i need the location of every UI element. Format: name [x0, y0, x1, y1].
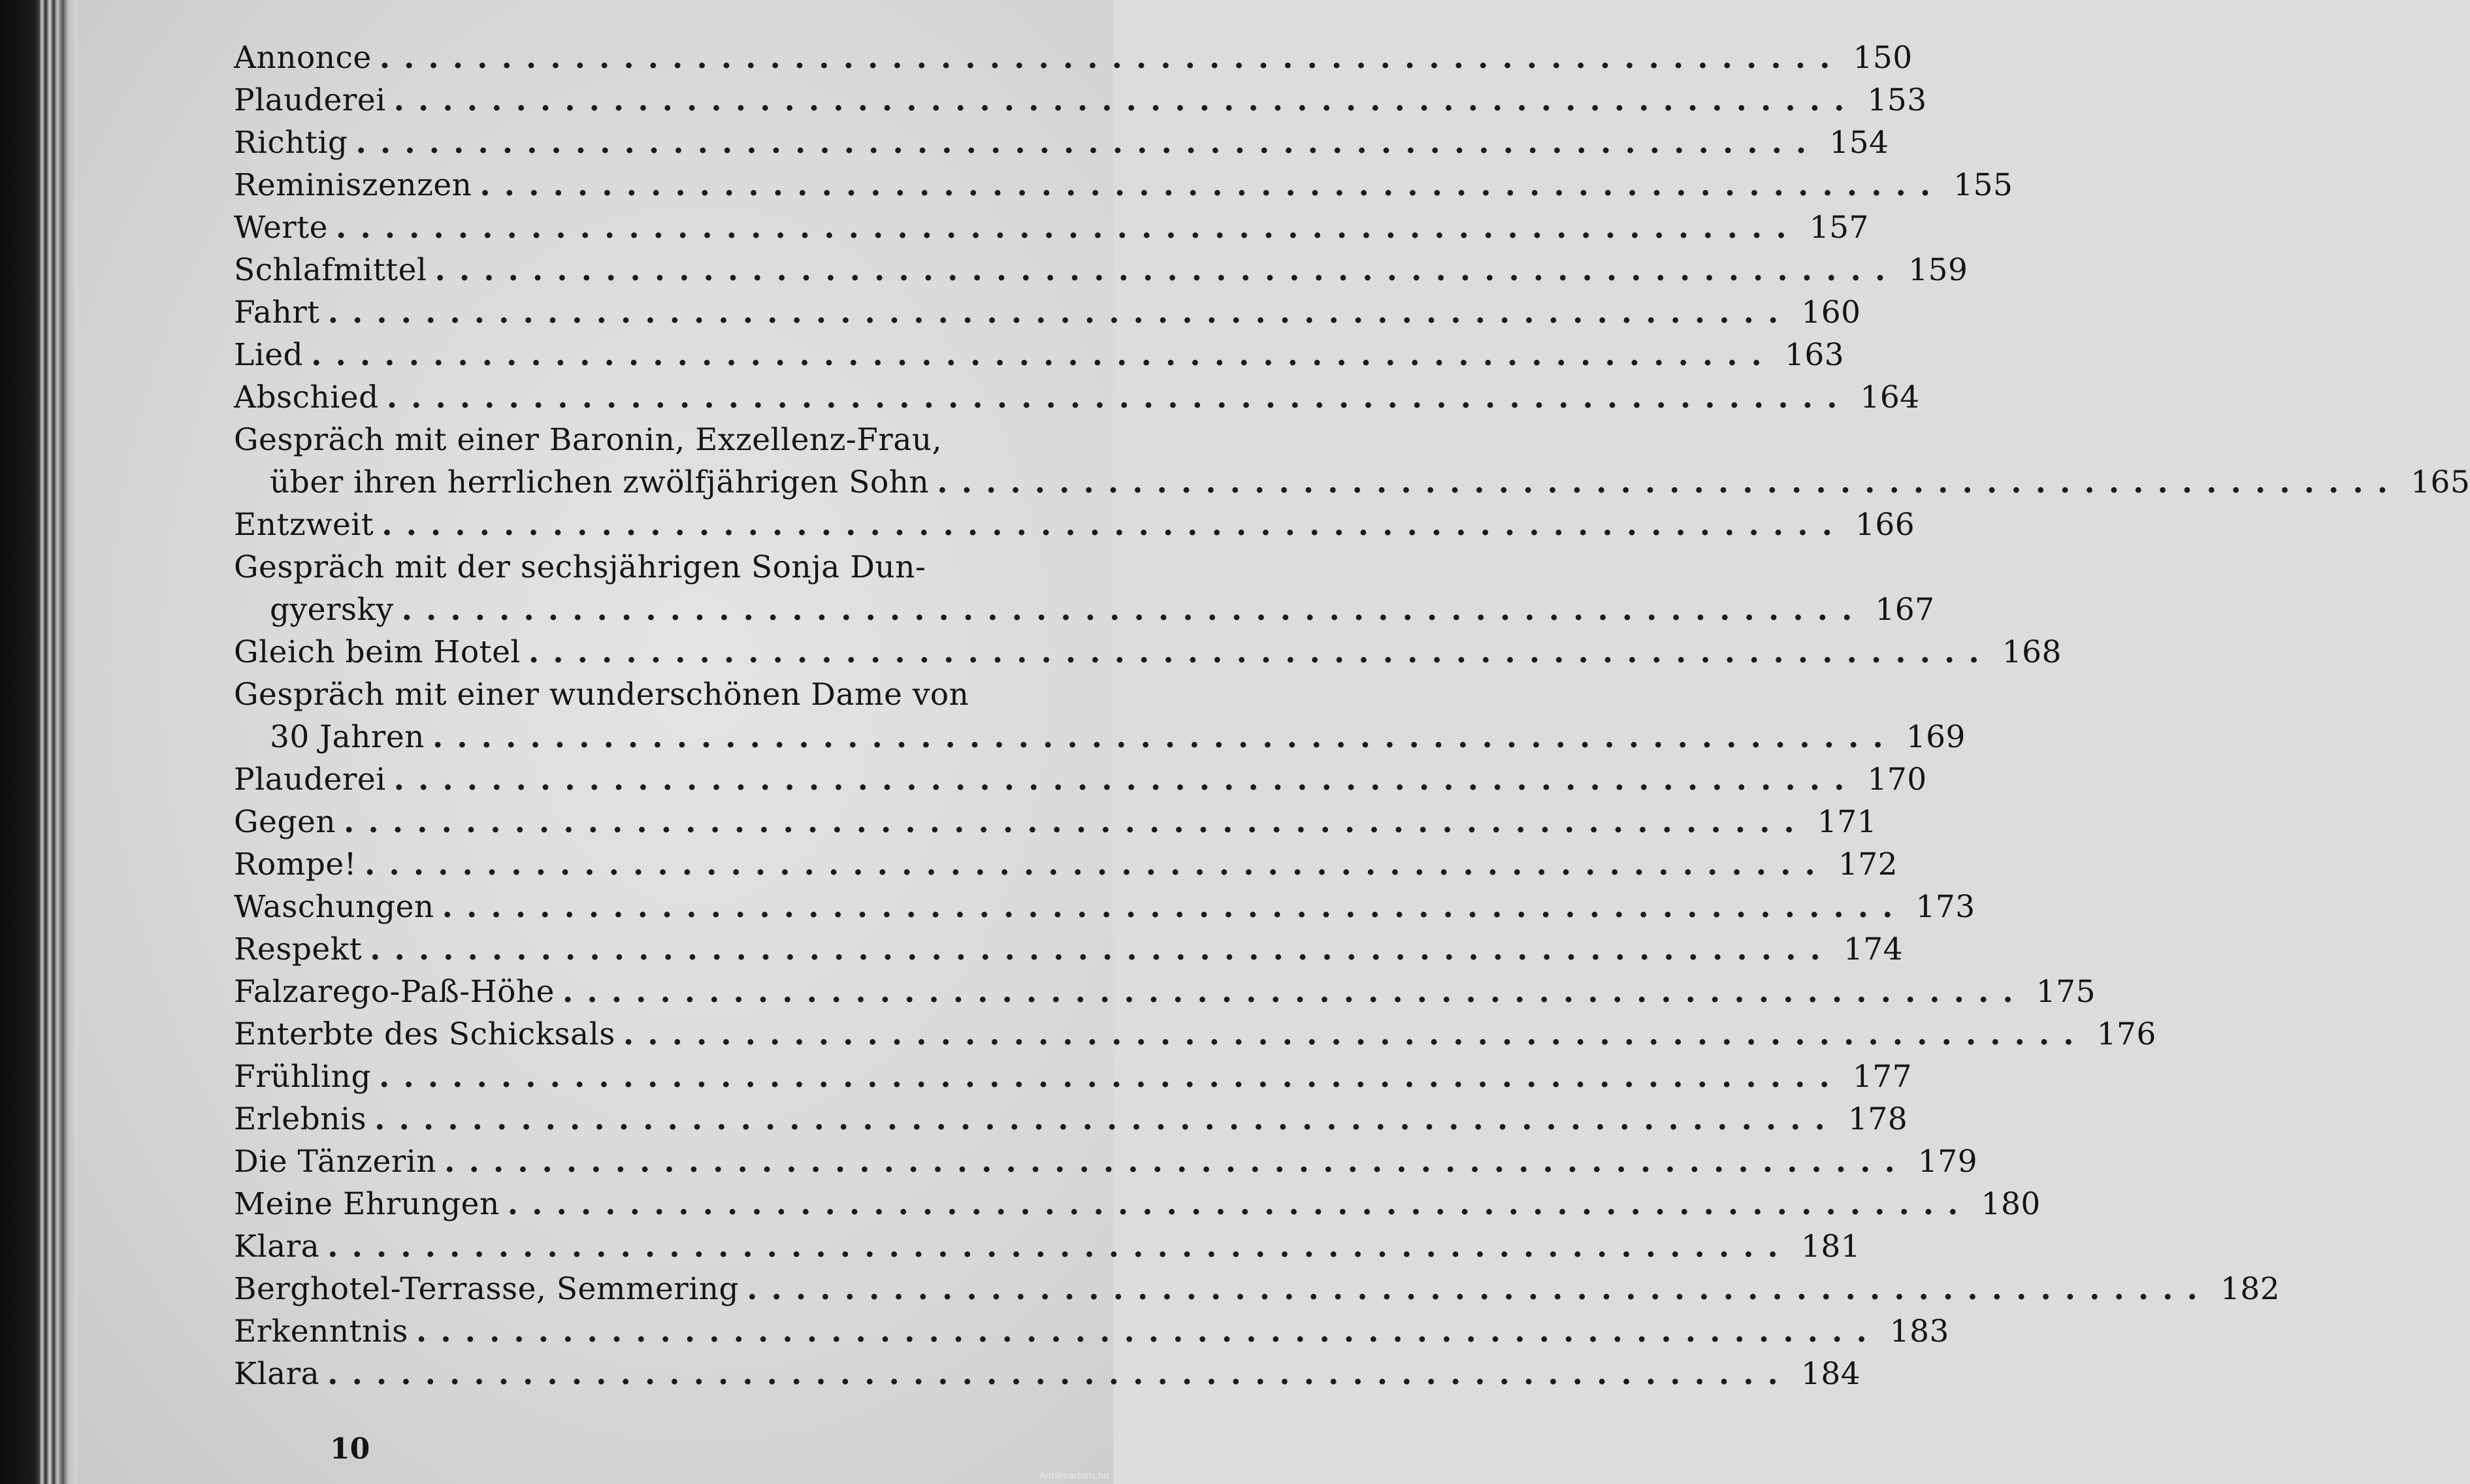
toc-entry-line [234, 928, 1904, 971]
toc-entry-page-number: 153 [1867, 82, 1927, 118]
toc-entry [234, 928, 1904, 971]
toc-entry-line [234, 461, 2470, 504]
dot-leader: ............................................................ [479, 167, 1945, 203]
dot-leader: ............................................................ [355, 125, 1821, 161]
toc-entry-page-number: 172 [1838, 847, 1898, 882]
toc-entry [234, 1353, 1861, 1395]
toc-entry-line [234, 1098, 1908, 1140]
toc-entry-page-number: 170 [1867, 762, 1927, 798]
toc-entry-page-number: 167 [1875, 592, 1935, 628]
page-folio: 10 [330, 1432, 370, 1466]
toc-entry [234, 37, 1913, 79]
toc-entry-title: Werte [234, 210, 328, 246]
dot-leader: ............................................................ [386, 379, 1851, 415]
dot-leader: ............................................................ [434, 252, 1900, 288]
dot-leader: ............................................................ [382, 507, 1846, 543]
toc-entry-line [234, 249, 1968, 291]
toc-entry [234, 249, 1968, 291]
toc-entry-line [234, 673, 1061, 716]
toc-entry [234, 546, 1935, 631]
dot-leader: ............................................................ [393, 762, 1859, 798]
toc-entry-title: Klara [234, 1229, 320, 1265]
toc-entry-line [234, 546, 1061, 589]
toc-entry-line [234, 1056, 1913, 1098]
dot-leader: ............................................................ [327, 295, 1793, 331]
toc-entry [234, 843, 1898, 886]
toc-entry [234, 1056, 1913, 1098]
toc-entry-page-number: 164 [1860, 379, 1920, 415]
toc-entry-line [234, 631, 2062, 673]
toc-entry-title: Reminiszenzen [234, 167, 472, 203]
toc-entry [234, 1268, 2281, 1310]
toc-entry-title: Richtig [234, 125, 348, 161]
toc-entry-title: Gespräch mit einer wunderschönen Dame von [234, 677, 969, 713]
toc-entry-line [234, 1183, 2041, 1225]
toc-entry-page-number: 155 [1953, 167, 2013, 203]
dot-leader: ............................................................ [442, 889, 1907, 925]
toc-entry-line [234, 291, 1861, 334]
dot-leader: ............................................................ [311, 337, 1776, 373]
toc-entry-line [234, 758, 1927, 801]
dot-leader: ............................................................ [374, 1101, 1839, 1137]
dot-leader: ............................................................ [370, 931, 1834, 967]
toc-entry-line [234, 589, 1935, 631]
toc-entry-page-number: 171 [1817, 804, 1877, 840]
toc-entry-title: Fahrt [234, 295, 320, 331]
toc-entry-page-number: 182 [2220, 1271, 2281, 1307]
toc-entry-line [234, 1353, 1861, 1395]
toc-entry-line [234, 376, 1920, 419]
toc-entry [234, 1140, 1978, 1183]
toc-entry-title: Annonce [234, 40, 372, 76]
toc-entry-title: über ihren herrlichen zwölfjährigen Sohn [270, 464, 930, 500]
toc-entry [234, 121, 1889, 164]
toc-entry-title: gyersky [270, 592, 394, 628]
toc-entry-line [234, 971, 2096, 1013]
toc-entry [234, 1183, 2041, 1225]
dot-leader: ............................................................ [623, 1016, 2088, 1052]
toc-entry-line [234, 1268, 2281, 1310]
dot-leader: ............................................................ [379, 1059, 1844, 1095]
dot-leader: ............................................................ [528, 634, 1993, 670]
toc-entry-line [234, 1225, 1861, 1268]
toc-entry-title: Plauderei [234, 762, 386, 798]
toc-entry-title: Erlebnis [234, 1101, 367, 1137]
toc-entry-title: Gespräch mit der sechsjährigen Sonja Dun- [234, 549, 926, 585]
toc-entry-title: Erkenntnis [234, 1314, 408, 1349]
toc-entry-title: Meine Ehrungen [234, 1186, 500, 1222]
toc-entry [234, 1225, 1861, 1268]
toc-entry-page-number: 173 [1915, 889, 1975, 925]
toc-entry-page-number: 169 [1906, 719, 1966, 755]
toc-entry-title: Enterbte des Schicksals [234, 1016, 615, 1052]
toc-entry-page-number: 178 [1847, 1101, 1908, 1137]
toc-entry-page-number: 159 [1908, 252, 1968, 288]
toc-entry-title: Lied [234, 337, 304, 373]
toc-entry [234, 164, 2013, 206]
dot-leader: ............................................................ [379, 40, 1844, 76]
toc-entry-page-number: 174 [1843, 931, 1904, 967]
toc-entry-page-number: 160 [1801, 295, 1861, 331]
toc-entry-line [234, 886, 1975, 928]
book-spine [0, 0, 77, 1484]
toc-entry-title: Abschied [234, 379, 379, 415]
toc-entry-line [234, 334, 1845, 376]
toc-entry-title: Entzweit [234, 507, 374, 543]
toc-entry-page-number: 165 [2411, 464, 2470, 500]
dot-leader: ............................................................ [401, 592, 1866, 628]
dot-leader: ............................................................ [415, 1314, 1881, 1349]
dot-leader: ............................................................ [393, 82, 1859, 118]
toc-entry [234, 1098, 1908, 1140]
toc-entry-title: Gleich beim Hotel [234, 634, 521, 670]
toc-entry [234, 291, 1861, 334]
toc-entry-page-number: 154 [1829, 125, 1889, 161]
toc-entry-title: Gespräch mit einer Baronin, Exzellenz-Frau, [234, 422, 943, 458]
dot-leader: ............................................................ [365, 847, 1829, 882]
toc-entry [234, 376, 1920, 419]
dot-leader: ............................................................ [444, 1144, 1909, 1180]
toc-entry [234, 1310, 1949, 1353]
dot-leader: ............................................................ [335, 210, 1800, 246]
toc-entry-line [234, 843, 1898, 886]
toc-entry [234, 758, 1927, 801]
toc-entry-page-number: 179 [1917, 1144, 1978, 1180]
toc-entry-line [234, 1310, 1949, 1353]
toc-entry-line [234, 1013, 2156, 1056]
dot-leader: ............................................................ [937, 464, 2402, 500]
toc-entry [234, 886, 1975, 928]
toc-entry-line [234, 504, 1915, 546]
toc-entry-page-number: 150 [1853, 40, 1913, 76]
toc-entry-title: Respekt [234, 931, 363, 967]
toc-entry [234, 79, 1927, 121]
toc-entry [234, 631, 2062, 673]
toc-entry-title: Plauderei [234, 82, 386, 118]
dot-leader: ............................................................ [327, 1229, 1792, 1265]
toc-entry-page-number: 181 [1800, 1229, 1861, 1265]
toc-entry [234, 971, 2096, 1013]
toc-entry-line [234, 716, 1966, 758]
toc-entry-page-number: 180 [1981, 1186, 2041, 1222]
toc-entry [234, 801, 1877, 843]
toc-entry [234, 206, 1869, 249]
toc-entry-title: Waschungen [234, 889, 434, 925]
dot-leader: ............................................................ [507, 1186, 1972, 1222]
toc-entry-page-number: 175 [2036, 974, 2096, 1010]
toc-entry-page-number: 166 [1855, 507, 1915, 543]
toc-entry [234, 673, 1966, 758]
toc-entry-line [234, 801, 1877, 843]
dot-leader: ............................................................ [562, 974, 2027, 1010]
toc-entry-page-number: 157 [1809, 210, 1869, 246]
toc-entry-line [234, 419, 1061, 461]
toc-entry-title: Klara [234, 1356, 320, 1392]
watermark: Antikvarium.hu [1039, 1471, 1109, 1481]
toc-entry-title: Gegen [234, 804, 336, 840]
table-of-contents [234, 37, 2470, 1395]
toc-entry-title: Rompe! [234, 847, 357, 882]
toc-entry-line [234, 206, 1869, 249]
toc-entry-title: 30 Jahren [270, 719, 425, 755]
toc-entry-line [234, 1140, 1978, 1183]
toc-entry-title: Falzarego-Paß-Höhe [234, 974, 555, 1010]
dot-leader: ............................................................ [327, 1356, 1792, 1392]
toc-entry-page-number: 163 [1784, 337, 1845, 373]
toc-entry-line [234, 164, 2013, 206]
toc-entry [234, 1013, 2156, 1056]
dot-leader: ............................................................ [432, 719, 1897, 755]
toc-entry-line [234, 121, 1889, 164]
toc-entry-title: Berghotel-Terrasse, Semmering [234, 1271, 739, 1307]
toc-entry [234, 334, 1845, 376]
dot-leader: ............................................................ [344, 804, 1808, 840]
toc-entry-title: Frühling [234, 1059, 372, 1095]
toc-entry-line [234, 37, 1913, 79]
toc-entry-page-number: 168 [2002, 634, 2062, 670]
toc-entry-title: Die Tänzerin [234, 1144, 437, 1180]
toc-entry-page-number: 183 [1889, 1314, 1949, 1349]
toc-entry-title: Schlafmittel [234, 252, 427, 288]
toc-entry-page-number: 177 [1852, 1059, 1913, 1095]
toc-entry [234, 504, 1915, 546]
toc-entry-line [234, 79, 1927, 121]
dot-leader: ............................................................ [747, 1271, 2211, 1307]
toc-entry-page-number: 184 [1800, 1356, 1861, 1392]
toc-entry-page-number: 176 [2096, 1016, 2156, 1052]
toc-entry [234, 419, 2470, 504]
